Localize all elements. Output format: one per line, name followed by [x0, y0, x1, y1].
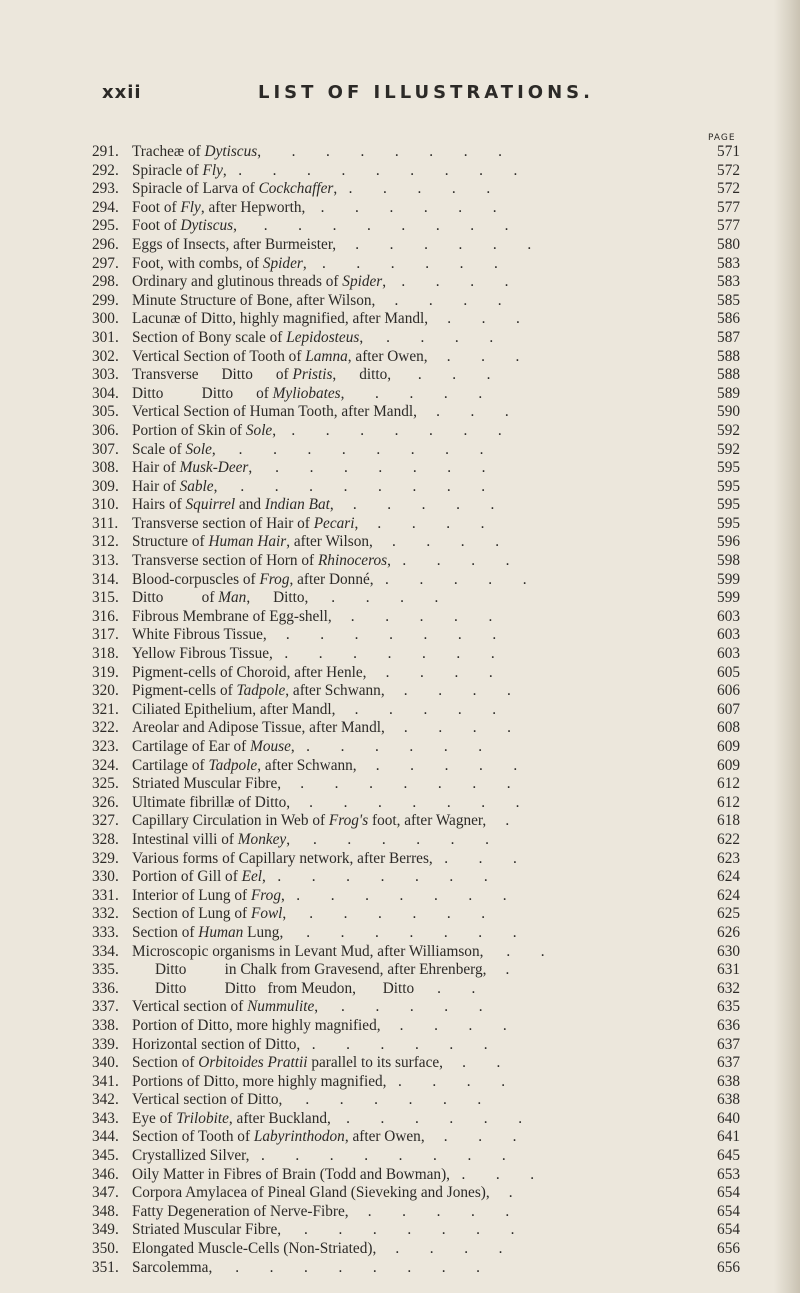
entry-page: 631: [717, 961, 740, 979]
entry-number: 343.: [92, 1109, 119, 1127]
entry-title: Portion of Gill of Eel, . . . . . . .: [132, 868, 488, 886]
list-item: [0, 1091, 800, 1110]
entry-title: Horizontal section of Ditto, . . . . . .: [132, 1035, 488, 1053]
entry-title: Interior of Lung of Frog, . . . . . . .: [132, 886, 507, 904]
entry-page: 580: [717, 235, 740, 253]
entry-page: 654: [717, 1184, 740, 1202]
entry-title: Minute Structure of Bone, after Wilson, . . . .: [132, 291, 502, 309]
entry-page: 605: [717, 663, 740, 681]
entry-number: 296.: [92, 235, 119, 253]
entry-title: Transverse Ditto of Pristis, ditto, . . .: [132, 366, 491, 384]
entry-number: 331.: [92, 886, 119, 904]
entry-title: Ditto of Man, Ditto, . . . .: [132, 589, 439, 607]
entry-title: Ultimate fibrillæ of Ditto, . . . . . . .: [132, 793, 520, 811]
list-item: [0, 682, 800, 701]
entry-number: 349.: [92, 1221, 119, 1239]
entry-number: 326.: [92, 793, 119, 811]
entry-number: 313.: [92, 552, 119, 570]
entry-page: 585: [717, 291, 740, 309]
entry-page: 592: [717, 440, 740, 458]
entry-number: 317.: [92, 626, 119, 644]
entry-title: Tracheæ of Dytiscus, . . . . . . .: [132, 143, 502, 160]
entry-page: 637: [717, 1054, 740, 1072]
entry-page: 624: [717, 886, 740, 904]
entry-number: 321.: [92, 700, 119, 718]
entry-page: 595: [717, 477, 740, 495]
entry-number: 327.: [92, 812, 119, 830]
entry-title: Microscopic organisms in Levant Mud, after Williamson, . .: [132, 942, 545, 960]
entry-number: 311.: [92, 514, 119, 532]
entry-page: 583: [717, 254, 740, 272]
list-item: [0, 422, 800, 441]
entry-number: 306.: [92, 421, 119, 439]
entry-page: 589: [717, 384, 740, 402]
list-item: [0, 812, 800, 831]
list-item: [0, 552, 800, 571]
entry-number: 322.: [92, 719, 119, 737]
entry-number: 319.: [92, 663, 119, 681]
list-item: [0, 385, 800, 404]
entry-title: Foot of Dytiscus, . . . . . . . .: [132, 217, 509, 235]
entry-title: Fibrous Membrane of Egg-shell, . . . . .: [132, 607, 493, 625]
entry-page: 577: [717, 198, 740, 216]
entry-title: Vertical Section of Human Tooth, after Mandl, . . .: [132, 403, 509, 421]
entry-number: 338.: [92, 1016, 119, 1034]
entry-title: Pigment-cells of Tadpole, after Schwann, . . . .: [132, 682, 511, 700]
entry-title: Vertical Section of Tooth of Lamna, after Owen, . . .: [132, 347, 520, 365]
entry-number: 345.: [92, 1147, 119, 1165]
entry-title: Spiracle of Larva of Cockchaffer, . . . . .: [132, 180, 491, 198]
entry-page: 656: [717, 1240, 740, 1258]
entry-page: 595: [717, 514, 740, 532]
list-item: [0, 441, 800, 460]
list-item: [0, 403, 800, 422]
entry-page: 603: [717, 626, 740, 644]
entry-title: Eye of Trilobite, after Buckland, . . . . . .: [132, 1109, 523, 1127]
list-item: [0, 162, 800, 181]
entry-title: Portion of Skin of Sole, . . . . . . .: [132, 421, 502, 439]
entry-number: 340.: [92, 1054, 119, 1072]
page-numeral: xxii: [102, 82, 142, 103]
entry-title: Ditto Ditto from Meudon, Ditto . .: [132, 979, 476, 997]
entry-title: Portion of Ditto, more highly magnified, . . . .: [132, 1016, 507, 1034]
entry-page: 632: [717, 979, 740, 997]
entry-page: 587: [717, 328, 740, 346]
entry-page: 599: [717, 570, 740, 588]
list-item: [0, 868, 800, 887]
entry-page: 608: [717, 719, 740, 737]
entry-number: 333.: [92, 923, 119, 941]
list-item: [0, 1054, 800, 1073]
entry-number: 332.: [92, 905, 119, 923]
list-item: [0, 775, 800, 794]
entry-number: 305.: [92, 403, 119, 421]
list-item: [0, 794, 800, 813]
entry-page: 572: [717, 161, 740, 179]
entry-page: 599: [717, 589, 740, 607]
entry-title: Vertical section of Ditto, . . . . . .: [132, 1091, 482, 1109]
entry-title: Striated Muscular Fibre, . . . . . . .: [132, 1221, 515, 1239]
entry-title: Cartilage of Ear of Mouse, . . . . . .: [132, 738, 483, 755]
entry-title: Areolar and Adipose Tissue, after Mandl, . . . .: [132, 719, 511, 737]
list-item: [0, 515, 800, 534]
entry-number: 323.: [92, 738, 119, 755]
entry-page: 640: [717, 1109, 740, 1127]
entry-title: Spiracle of Fly, . . . . . . . . .: [132, 161, 518, 179]
list-item: [0, 980, 800, 999]
running-header: [0, 82, 800, 112]
entry-title: Lacunæ of Ditto, highly magnified, after Mandl, . . .: [132, 310, 520, 328]
list-item: [0, 459, 800, 478]
list-item: [0, 850, 800, 869]
entry-number: 304.: [92, 384, 119, 402]
entry-title: Oily Matter in Fibres of Brain (Todd and Bowman), . . .: [132, 1165, 535, 1183]
entry-number: 342.: [92, 1091, 119, 1109]
entry-page: 612: [717, 775, 740, 793]
entry-number: 316.: [92, 607, 119, 625]
entry-number: 334.: [92, 942, 119, 960]
entry-title: Blood-corpuscles of Frog, after Donné, . . . . .: [132, 570, 527, 588]
entry-page: 635: [717, 998, 740, 1016]
entry-number: 320.: [92, 682, 119, 700]
list-item: [0, 348, 800, 367]
entry-number: 301.: [92, 328, 119, 346]
entry-number: 325.: [92, 775, 119, 793]
entry-page: 653: [717, 1165, 740, 1183]
entry-number: 348.: [92, 1202, 119, 1220]
entry-title: Corpora Amylacea of Pineal Gland (Sieveking and Jones), .: [132, 1184, 513, 1202]
entry-title: Ciliated Epithelium, after Mandl, . . . . .: [132, 700, 497, 718]
entry-number: 299.: [92, 291, 119, 309]
entry-title: Portions of Ditto, more highly magnified, . . . .: [132, 1072, 506, 1090]
entry-page: 603: [717, 607, 740, 625]
list-item: [0, 180, 800, 199]
list-item: [0, 236, 800, 255]
entry-number: 336.: [92, 979, 119, 997]
entry-page: 588: [717, 366, 740, 384]
list-item: [0, 738, 800, 757]
entry-page: 654: [717, 1202, 740, 1220]
list-item: [0, 1036, 800, 1055]
entry-page: 595: [717, 496, 740, 514]
entry-title: Hair of Musk-Deer, . . . . . . .: [132, 459, 486, 477]
list-item: [0, 701, 800, 720]
entry-number: 347.: [92, 1184, 119, 1202]
entry-number: 298.: [92, 273, 119, 291]
list-item: [0, 478, 800, 497]
entry-title: Section of Human Lung, . . . . . . .: [132, 923, 517, 941]
entry-number: 329.: [92, 849, 119, 867]
list-item: [0, 1073, 800, 1092]
list-item: [0, 217, 800, 236]
entry-number: 344.: [92, 1128, 119, 1146]
entry-number: 302.: [92, 347, 119, 365]
entry-number: 314.: [92, 570, 119, 588]
list-item: [0, 924, 800, 943]
entry-title: Various forms of Capillary network, after Berres, . . .: [132, 849, 517, 867]
entry-number: 346.: [92, 1165, 119, 1183]
entry-title: Section of Orbitoides Prattii parallel to its surface, . .: [132, 1054, 501, 1072]
list-item: [0, 496, 800, 515]
entry-title: Ditto Ditto of Myliobates, . . . .: [132, 384, 483, 402]
entry-title: Structure of Human Hair, after Wilson, . . . .: [132, 533, 500, 551]
list-item: [0, 608, 800, 627]
page-column-label: PAGE: [708, 133, 736, 143]
entry-number: 291.: [92, 143, 119, 160]
entry-page: 595: [717, 459, 740, 477]
list-item: [0, 626, 800, 645]
entry-page: 636: [717, 1016, 740, 1034]
entry-number: 308.: [92, 459, 119, 477]
entry-title: Ditto in Chalk from Gravesend, after Ehrenberg, .: [132, 961, 510, 979]
entry-page: 612: [717, 793, 740, 811]
entry-number: 303.: [92, 366, 119, 384]
entry-number: 295.: [92, 217, 119, 235]
list-item: [0, 1017, 800, 1036]
entry-page: 603: [717, 645, 740, 663]
entry-title: Vertical section of Nummulite, . . . . .: [132, 998, 483, 1016]
list-item: [0, 292, 800, 311]
entry-number: 351.: [92, 1258, 119, 1276]
entry-page: 607: [717, 700, 740, 718]
entry-number: 307.: [92, 440, 119, 458]
entry-number: 324.: [92, 756, 119, 774]
entry-number: 318.: [92, 645, 119, 663]
list-item: [0, 664, 800, 683]
entry-page: 596: [717, 533, 740, 551]
list-item: [0, 1240, 800, 1259]
entry-page: 654: [717, 1221, 740, 1239]
entry-page: 638: [717, 1091, 740, 1109]
illustration-list: [0, 143, 800, 1277]
list-item: [0, 645, 800, 664]
entry-number: 339.: [92, 1035, 119, 1053]
entry-title: Hair of Sable, . . . . . . . .: [132, 477, 486, 495]
list-item: [0, 905, 800, 924]
entry-title: Transverse section of Horn of Rhinoceros, . . . .: [132, 552, 510, 570]
entry-number: 294.: [92, 198, 119, 216]
entry-page: 572: [717, 180, 740, 198]
entry-title: Section of Bony scale of Lepidosteus, . . . .: [132, 328, 494, 346]
entry-page: 656: [717, 1258, 740, 1276]
entry-title: Hairs of Squirrel and Indian Bat, . . . . .: [132, 496, 495, 514]
list-item: [0, 1203, 800, 1222]
entry-title: Foot, with combs, of Spider, . . . . . .: [132, 254, 498, 272]
entry-title: Sarcolemma, . . . . . . . .: [132, 1258, 480, 1276]
entry-page: 577: [717, 217, 740, 235]
entry-number: 350.: [92, 1240, 119, 1258]
entry-number: 312.: [92, 533, 119, 551]
entry-title: Intestinal villi of Monkey, . . . . . .: [132, 830, 489, 848]
list-item: [0, 1147, 800, 1166]
entry-page: 626: [717, 923, 740, 941]
entry-page: 618: [717, 812, 740, 830]
entry-number: 341.: [92, 1072, 119, 1090]
entry-page: 623: [717, 849, 740, 867]
entry-number: 297.: [92, 254, 119, 272]
entry-number: 293.: [92, 180, 119, 198]
list-item: [0, 273, 800, 292]
entry-number: 310.: [92, 496, 119, 514]
entry-number: 315.: [92, 589, 119, 607]
entry-page: 622: [717, 830, 740, 848]
list-item: [0, 1184, 800, 1203]
entry-title: Section of Tooth of Labyrinthodon, after Owen, . . .: [132, 1128, 517, 1146]
list-item: [0, 1166, 800, 1185]
list-item: [0, 533, 800, 552]
entry-title: Yellow Fibrous Tissue, . . . . . . .: [132, 645, 495, 663]
list-item: [0, 199, 800, 218]
list-item: [0, 961, 800, 980]
entry-page: 638: [717, 1072, 740, 1090]
list-item: [0, 719, 800, 738]
list-item: [0, 329, 800, 348]
list-item: [0, 366, 800, 385]
entry-page: 606: [717, 682, 740, 700]
list-item: [0, 143, 800, 162]
page-title: LIST OF ILLUSTRATIONS.: [258, 82, 594, 103]
entry-title: Pigment-cells of Choroid, after Henle, . . . .: [132, 663, 493, 681]
entry-page: 637: [717, 1035, 740, 1053]
entry-number: 337.: [92, 998, 119, 1016]
entry-title: Elongated Muscle-Cells (Non-Striated), . . . .: [132, 1240, 503, 1258]
entry-title: Striated Muscular Fibre, . . . . . . .: [132, 775, 511, 793]
entry-number: 330.: [92, 868, 119, 886]
list-item: [0, 998, 800, 1017]
entry-title: White Fibrous Tissue, . . . . . . .: [132, 626, 497, 644]
list-item: [0, 1128, 800, 1147]
entry-number: 328.: [92, 830, 119, 848]
entry-title: Transverse section of Hair of Pecari, . . . .: [132, 514, 485, 532]
entry-number: 309.: [92, 477, 119, 495]
entry-number: 292.: [92, 161, 119, 179]
entry-page: 624: [717, 868, 740, 886]
entry-title: Capillary Circulation in Web of Frog's foot, after Wagner, .: [132, 812, 510, 830]
entry-title: Cartilage of Tadpole, after Schwann, . . . . .: [132, 756, 518, 774]
entry-number: 335.: [92, 961, 119, 979]
entry-page: 598: [717, 552, 740, 570]
entry-title: Section of Lung of Fowl, . . . . . .: [132, 905, 486, 923]
entry-page: 641: [717, 1128, 740, 1146]
entry-title: Fatty Degeneration of Nerve-Fibre, . . . . .: [132, 1202, 510, 1220]
entry-page: 583: [717, 273, 740, 291]
entry-page: 609: [717, 738, 740, 755]
entry-title: Foot of Fly, after Hepworth, . . . . . .: [132, 198, 497, 216]
list-item: [0, 831, 800, 850]
entry-title: Crystallized Silver, . . . . . . . .: [132, 1147, 506, 1165]
list-item: [0, 1221, 800, 1240]
list-item: [0, 757, 800, 776]
list-item: [0, 589, 800, 608]
entry-page: 588: [717, 347, 740, 365]
entry-page: 590: [717, 403, 740, 421]
list-item: [0, 887, 800, 906]
entry-page: 625: [717, 905, 740, 923]
entry-page: 571: [717, 143, 740, 160]
entry-page: 592: [717, 421, 740, 439]
entry-page: 645: [717, 1147, 740, 1165]
list-item: [0, 1259, 800, 1278]
list-item: [0, 310, 800, 329]
entry-page: 586: [717, 310, 740, 328]
list-item: [0, 943, 800, 962]
list-item: [0, 1110, 800, 1129]
list-item: [0, 571, 800, 590]
entry-title: Scale of Sole, . . . . . . . .: [132, 440, 484, 458]
entry-number: 300.: [92, 310, 119, 328]
entry-page: 609: [717, 756, 740, 774]
entry-title: Ordinary and glutinous threads of Spider, . . . .: [132, 273, 509, 291]
list-item: [0, 255, 800, 274]
entry-title: Eggs of Insects, after Burmeister, . . . . . .: [132, 235, 532, 253]
entry-page: 630: [717, 942, 740, 960]
